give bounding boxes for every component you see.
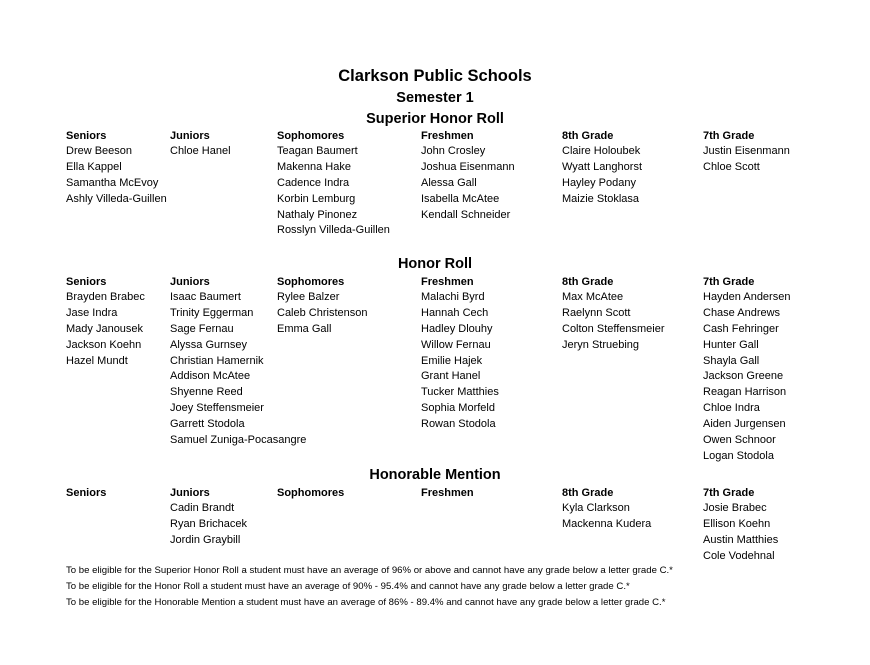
column-header: 8th Grade [562,276,614,288]
student-name: Trinity Eggerman [170,306,254,319]
student-name: Brayden Brabec [66,291,145,303]
student-name: Emma Gall [277,322,332,335]
student-name: Claire Holoubek [562,145,641,157]
student-name: Jeryn Struebing [562,338,640,351]
grade-column-juniors [170,128,231,160]
grade-column-8th-grade [562,485,651,533]
student-name: Owen Schnoor [703,434,776,447]
student-name: Kendall Schneider [421,208,511,221]
grade-column-freshmen [421,274,499,433]
student-name: Hadley Dlouhy [421,322,493,335]
student-name: Garrett Stodola [170,418,245,431]
student-name: Korbin Lemburg [277,192,356,205]
grade-column-8th-grade [562,274,665,354]
eligibility-note-honor-roll: To be eligible for the Honor Roll a student must have an average of 90% - 95.4% and cannot have any grade below a letter grade C.* [66,581,630,592]
grade-column-seniors [66,128,167,208]
student-name: Mackenna Kudera [562,517,652,530]
column-header: Seniors [66,130,107,142]
student-name: Chase Andrews [703,306,781,319]
student-name: Kyla Clarkson [562,502,630,514]
student-name: Cadin Brandt [170,502,235,514]
student-name: Max McAtee [562,291,624,303]
student-name: Ellison Koehn [703,517,771,530]
column-header: Juniors [170,130,210,142]
column-header: Freshmen [421,487,474,499]
eligibility-note-honorable-mention: To be eligible for the Honorable Mention a student must have an average of 86% - 89.4% and cannot have any grade below a letter grade C.* [66,597,666,608]
student-name: Alessa Gall [421,176,477,189]
student-name: Chloe Scott [703,160,760,173]
student-name: Austin Matthies [703,533,779,546]
student-name: Sophia Morfeld [421,402,495,415]
student-name: Isabella McAtee [421,192,500,205]
student-name: Grant Hanel [421,370,481,383]
student-name: Maizie Stoklasa [562,192,640,205]
column-header: Sophomores [277,130,345,142]
student-name: Cole Vodehnal [703,549,775,562]
student-name: Colton Steffensmeier [562,322,665,335]
column-header: 8th Grade [562,130,614,142]
student-name: Hunter Gall [703,338,759,351]
student-name: Wyatt Langhorst [562,160,642,173]
grade-column-seniors [66,274,145,369]
grade-column-sophomores [277,128,390,239]
student-name: Teagan Baumert [277,145,358,157]
student-name: Samantha McEvoy [66,176,159,189]
student-name: Malachi Byrd [421,291,485,303]
section-title-honorable-mention: Honorable Mention [369,467,501,483]
grade-column-7th-grade [703,485,778,565]
student-name: Sage Fernau [170,322,234,335]
student-name: Shayla Gall [703,354,760,367]
semester-subtitle: Semester 1 [396,90,474,106]
student-name: Jackson Greene [703,370,784,383]
grade-column-sophomores [277,485,344,501]
grade-column-7th-grade [703,128,790,176]
student-name: Makenna Hake [277,160,351,173]
student-name: Raelynn Scott [562,306,631,319]
column-header: 7th Grade [703,130,755,142]
column-header: 7th Grade [703,487,755,499]
student-name: John Crosley [421,145,486,157]
student-name: Rosslyn Villeda-Guillen [277,224,390,237]
grade-column-7th-grade [703,274,790,465]
student-name: Mady Janousek [66,322,144,335]
grade-column-freshmen [421,128,515,223]
student-name: Rylee Balzer [277,291,340,303]
student-name: Emilie Hajek [421,354,483,367]
grade-column-8th-grade [562,128,642,208]
section-title-honor-roll: Honor Roll [397,256,473,272]
column-header: Freshmen [421,276,474,288]
student-name: Hayley Podany [562,176,636,189]
grade-column-sophomores [277,274,368,338]
student-name: Ashly Villeda-Guillen [66,192,167,205]
student-name: Chloe Hanel [170,145,231,157]
student-name: Willow Fernau [421,338,491,351]
student-name: Cash Fehringer [703,322,779,335]
student-name: Tucker Matthies [421,386,499,399]
student-name: Caleb Christenson [277,306,368,319]
student-name: Justin Eisenmann [703,145,790,157]
student-name: Aiden Jurgensen [703,418,786,431]
student-name: Christian Hamernik [170,354,264,367]
student-name: Rowan Stodola [421,418,496,431]
student-name: Chloe Indra [703,402,760,415]
student-name: Reagan Harrison [703,386,787,399]
column-header: Seniors [66,487,107,499]
column-header: Sophomores [277,487,345,499]
student-name: Jackson Koehn [66,338,142,351]
school-title: Clarkson Public Schools [338,67,532,85]
student-name: Nathaly Pinonez [277,208,358,221]
column-header: 8th Grade [562,487,614,499]
student-name: Joshua Eisenmann [421,160,515,173]
student-name: Jordin Graybill [170,533,241,546]
student-name: Addison McAtee [170,370,251,383]
student-name: Joey Steffensmeier [170,402,264,415]
column-header: Sophomores [277,276,345,288]
student-name: Shyenne Reed [170,386,243,399]
student-name: Ella Kappel [66,160,122,173]
student-name: Alyssa Gurnsey [170,338,248,351]
column-header: Seniors [66,276,107,288]
student-name: Hannah Cech [421,306,489,319]
student-name: Hayden Andersen [703,291,791,303]
student-name: Cadence Indra [277,176,350,189]
eligibility-note-superior: To be eligible for the Superior Honor Roll a student must have an average of 96% or above and cannot have any grade below a letter grade C.* [66,565,673,576]
student-name: Josie Brabec [703,502,767,514]
student-name: Hazel Mundt [66,354,128,367]
column-header: Juniors [170,276,210,288]
column-header: Freshmen [421,130,474,142]
student-name: Jase Indra [66,306,118,319]
grade-column-freshmen [421,485,474,501]
student-name: Logan Stodola [703,449,774,462]
column-header: Juniors [170,487,210,499]
student-name: Ryan Brichacek [170,517,248,530]
eligibility-notes [66,563,673,611]
column-header: 7th Grade [703,276,755,288]
student-name: Isaac Baumert [170,291,241,303]
grade-column-juniors [170,485,247,549]
student-name: Samuel Zuniga-Pocasangre [170,434,307,447]
grade-column-seniors [66,485,106,501]
student-name: Drew Beeson [66,145,133,157]
section-title-superior-honor-roll: Superior Honor Roll [366,111,504,127]
